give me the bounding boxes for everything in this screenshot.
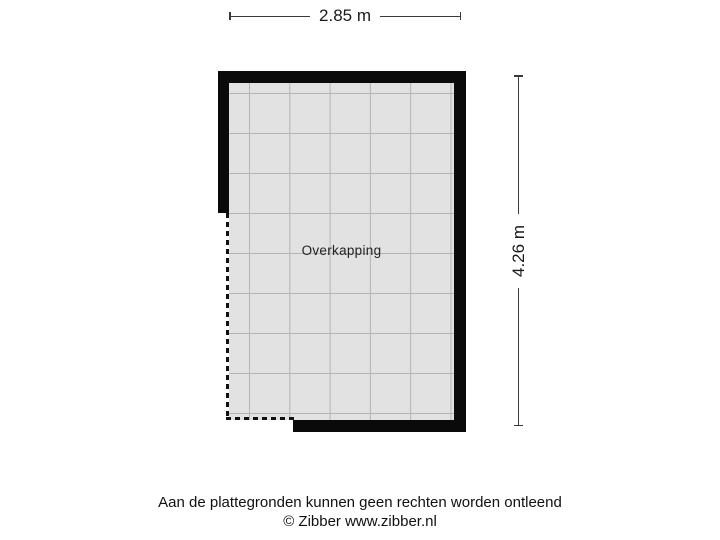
- open-side-dashed-bottom: [226, 417, 294, 420]
- wall-right: [454, 71, 466, 432]
- dimension-right: [510, 75, 527, 426]
- footer-copyright: © Zibber www.zibber.nl: [283, 513, 437, 530]
- dimension-top: [229, 6, 461, 26]
- dimension-right-bottom-tick: [514, 425, 523, 427]
- dimension-top-right-tick: [460, 12, 462, 20]
- dimension-right-label: 4.26 m: [508, 224, 528, 277]
- wall-bottom-right: [293, 420, 466, 432]
- room-label: Overkapping: [301, 243, 382, 258]
- footer-disclaimer: Aan de plattegronden kunnen geen rechten worden ontleend: [158, 494, 562, 511]
- dimension-right-label-box: [510, 214, 527, 288]
- dimension-top-label: 2.85 m: [319, 6, 371, 25]
- wall-left-upper: [218, 71, 229, 213]
- dimension-right-line-top: [518, 77, 519, 214]
- wall-top: [218, 71, 466, 83]
- dimension-top-line-right: [380, 16, 460, 17]
- dimension-right-line-bottom: [518, 288, 519, 425]
- dimension-top-line-left: [231, 16, 311, 17]
